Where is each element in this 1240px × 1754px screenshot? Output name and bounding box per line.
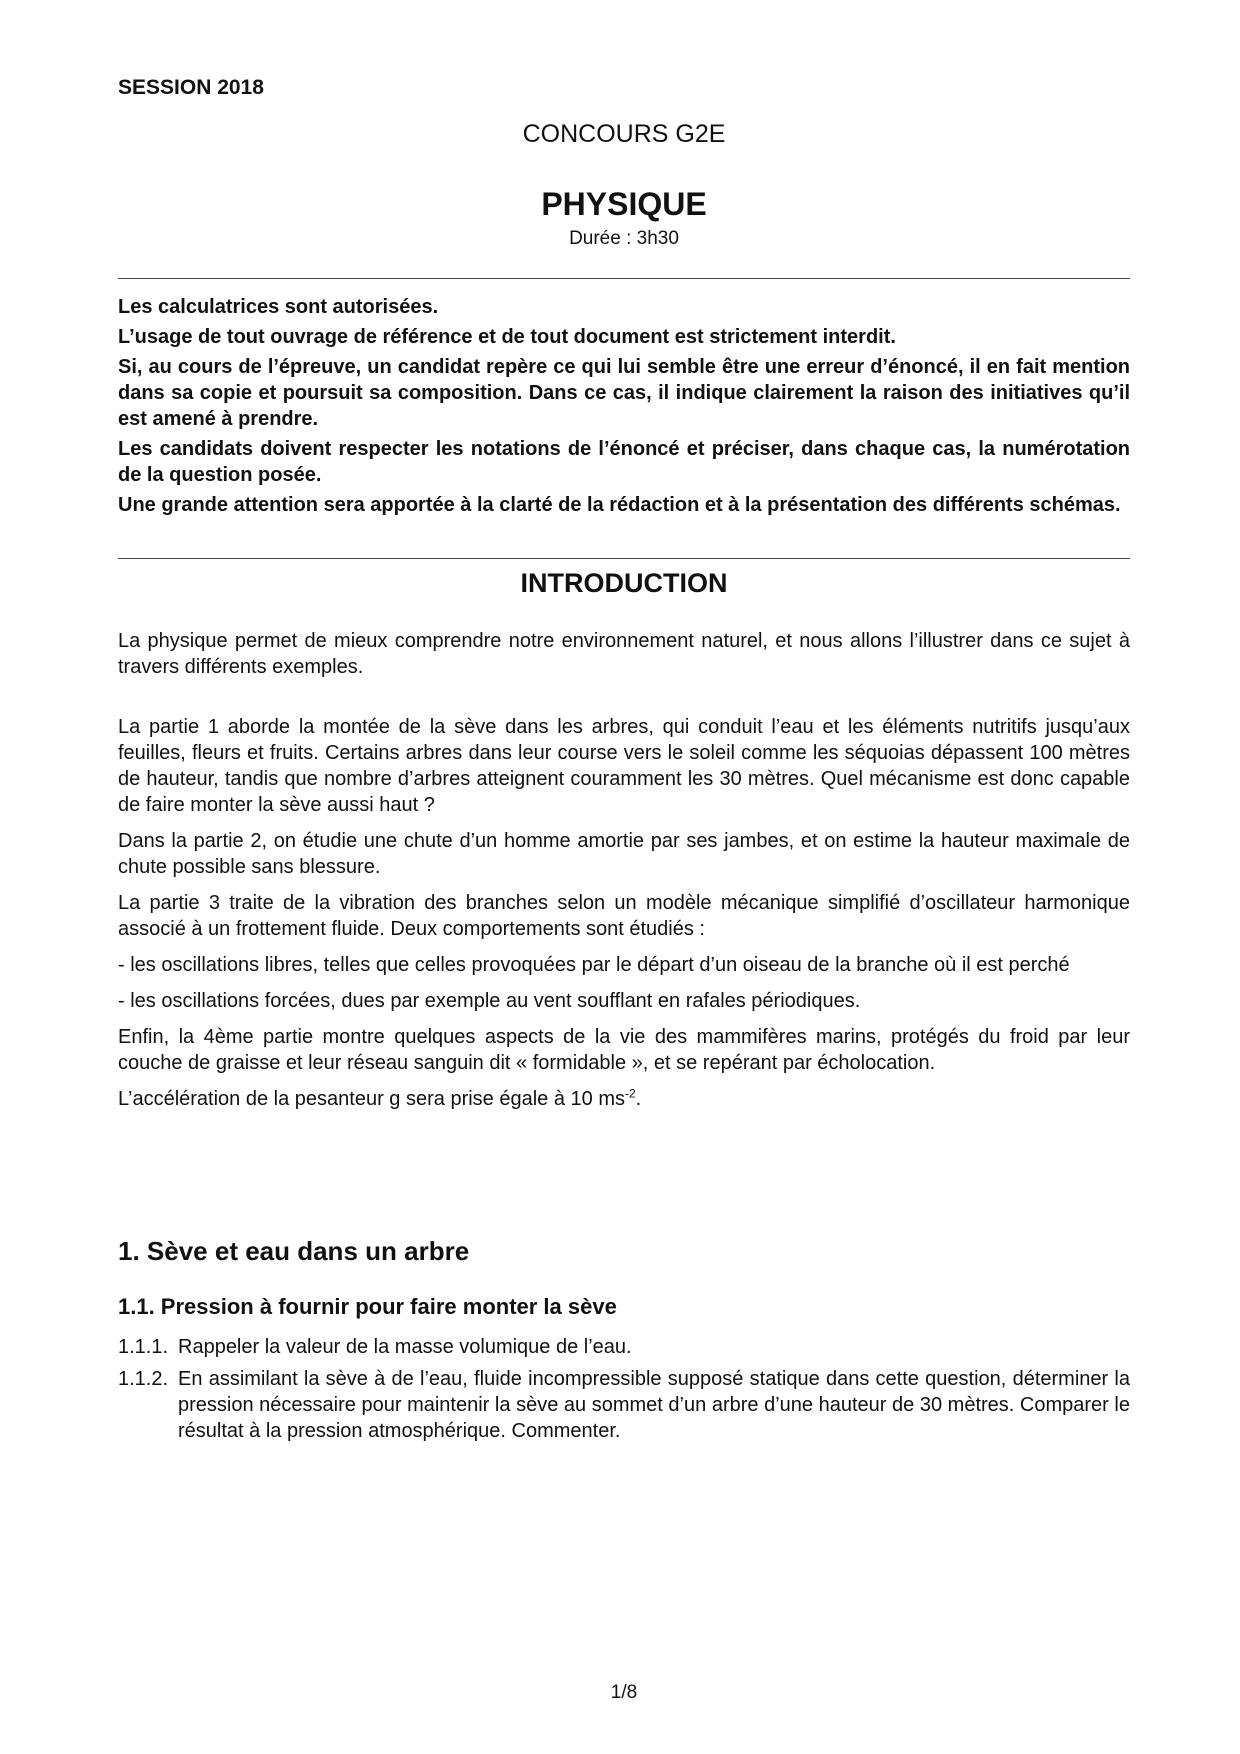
instruction-line: Les calculatrices sont autorisées. <box>118 296 439 318</box>
intro-paragraph: Enfin, la 4ème partie montre quelques aspects de la vie des mammifères marins, protégés du froid par leur couche de graisse et leur réseau sanguin dit « formidable », et se repérant par écholocation. <box>118 1026 1130 1074</box>
question-item <box>118 1334 1130 1360</box>
question-item <box>118 1366 1130 1444</box>
gravity-statement <box>118 1086 1130 1112</box>
introduction-body <box>118 628 1130 1122</box>
instruction-line: Si, au cours de l’épreuve, un candidat repère ce qui lui semble être une erreur d’énoncé, il en fait mention dans sa copie et poursuit sa composition. Dans ce cas, il indique clairement la raison des initiatives qu’il est amené à prendre. <box>118 356 1130 430</box>
instruction-line: Les candidats doivent respecter les notations de l’énoncé et préciser, dans chaque cas, la numérotation de la question posée. <box>118 438 1130 486</box>
instruction-line: Une grande attention sera apportée à la clarté de la rédaction et à la présentation des différents schémas. <box>118 494 1121 516</box>
question-text: Rappeler la valeur de la masse volumique de l’eau. <box>178 1336 632 1358</box>
intro-paragraph: Dans la partie 2, on étudie une chute d’un homme amortie par ses jambes, et on estime la hauteur maximale de chute possible sans blessure. <box>118 830 1130 878</box>
gravity-text: L’accélération de la pesanteur g sera prise égale à 10 ms <box>118 1088 625 1110</box>
session-label: SESSION 2018 <box>118 76 264 99</box>
instructions-block <box>118 294 1130 522</box>
exam-page <box>118 0 1130 1754</box>
question-number: 1.1.2. <box>118 1368 169 1390</box>
concours-title: CONCOURS G2E <box>522 120 726 148</box>
page-number: 1/8 <box>610 1682 638 1703</box>
intro-paragraph: La partie 1 aborde la montée de la sève dans les arbres, qui conduit l’eau et les éléments nutritifs jusqu’aux feuilles, fleurs et fruits. Certains arbres dans leur course vers le soleil comme les séquoias dépassent 100 mètres de hauteur, tandis que nombre d’arbres atteignent couramment les 30 mètres. Quel mécanisme est donc capable de faire monter la sève aussi haut ? <box>118 716 1130 816</box>
intro-paragraph: La physique permet de mieux comprendre notre environnement naturel, et nous allons l’illustrer dans ce sujet à travers différents exemples. <box>118 630 1130 678</box>
bottom-divider <box>118 558 1130 559</box>
question-number: 1.1.1. <box>118 1336 169 1358</box>
instruction-line: L’usage de tout ouvrage de référence et de tout document est strictement interdit. <box>118 326 896 348</box>
questions-list <box>118 1334 1130 1450</box>
subject-title: PHYSIQUE <box>541 186 707 222</box>
question-text: En assimilant la sève à de l’eau, fluide incompressible supposé statique dans cette question, déterminer la pression nécessaire pour maintenir la sève au sommet d’un arbre d’une hauteur de 30 mètres. Comparer le résultat à la pression atmosphérique. Commenter. <box>178 1368 1130 1442</box>
intro-paragraph: - les oscillations libres, telles que celles provoquées par le départ d’un oiseau de la branche où il est perché <box>118 954 1070 976</box>
introduction-title: INTRODUCTION <box>520 568 728 598</box>
intro-paragraph: - les oscillations forcées, dues par exemple au vent soufflant en rafales périodiques. <box>118 990 861 1012</box>
section-1-title: 1. Sève et eau dans un arbre <box>118 1236 470 1266</box>
duration-label: Durée : 3h30 <box>569 228 679 249</box>
top-divider <box>118 278 1130 279</box>
gravity-exponent: -2 <box>624 1086 636 1101</box>
subsection-1-1-title: 1.1. Pression à fournir pour faire monter la sève <box>118 1294 617 1319</box>
intro-paragraph: La partie 3 traite de la vibration des branches selon un modèle mécanique simplifié d’oscillateur harmonique associé à un frottement fluide. Deux comportements sont étudiés : <box>118 892 1130 940</box>
gravity-end: . <box>635 1088 642 1110</box>
